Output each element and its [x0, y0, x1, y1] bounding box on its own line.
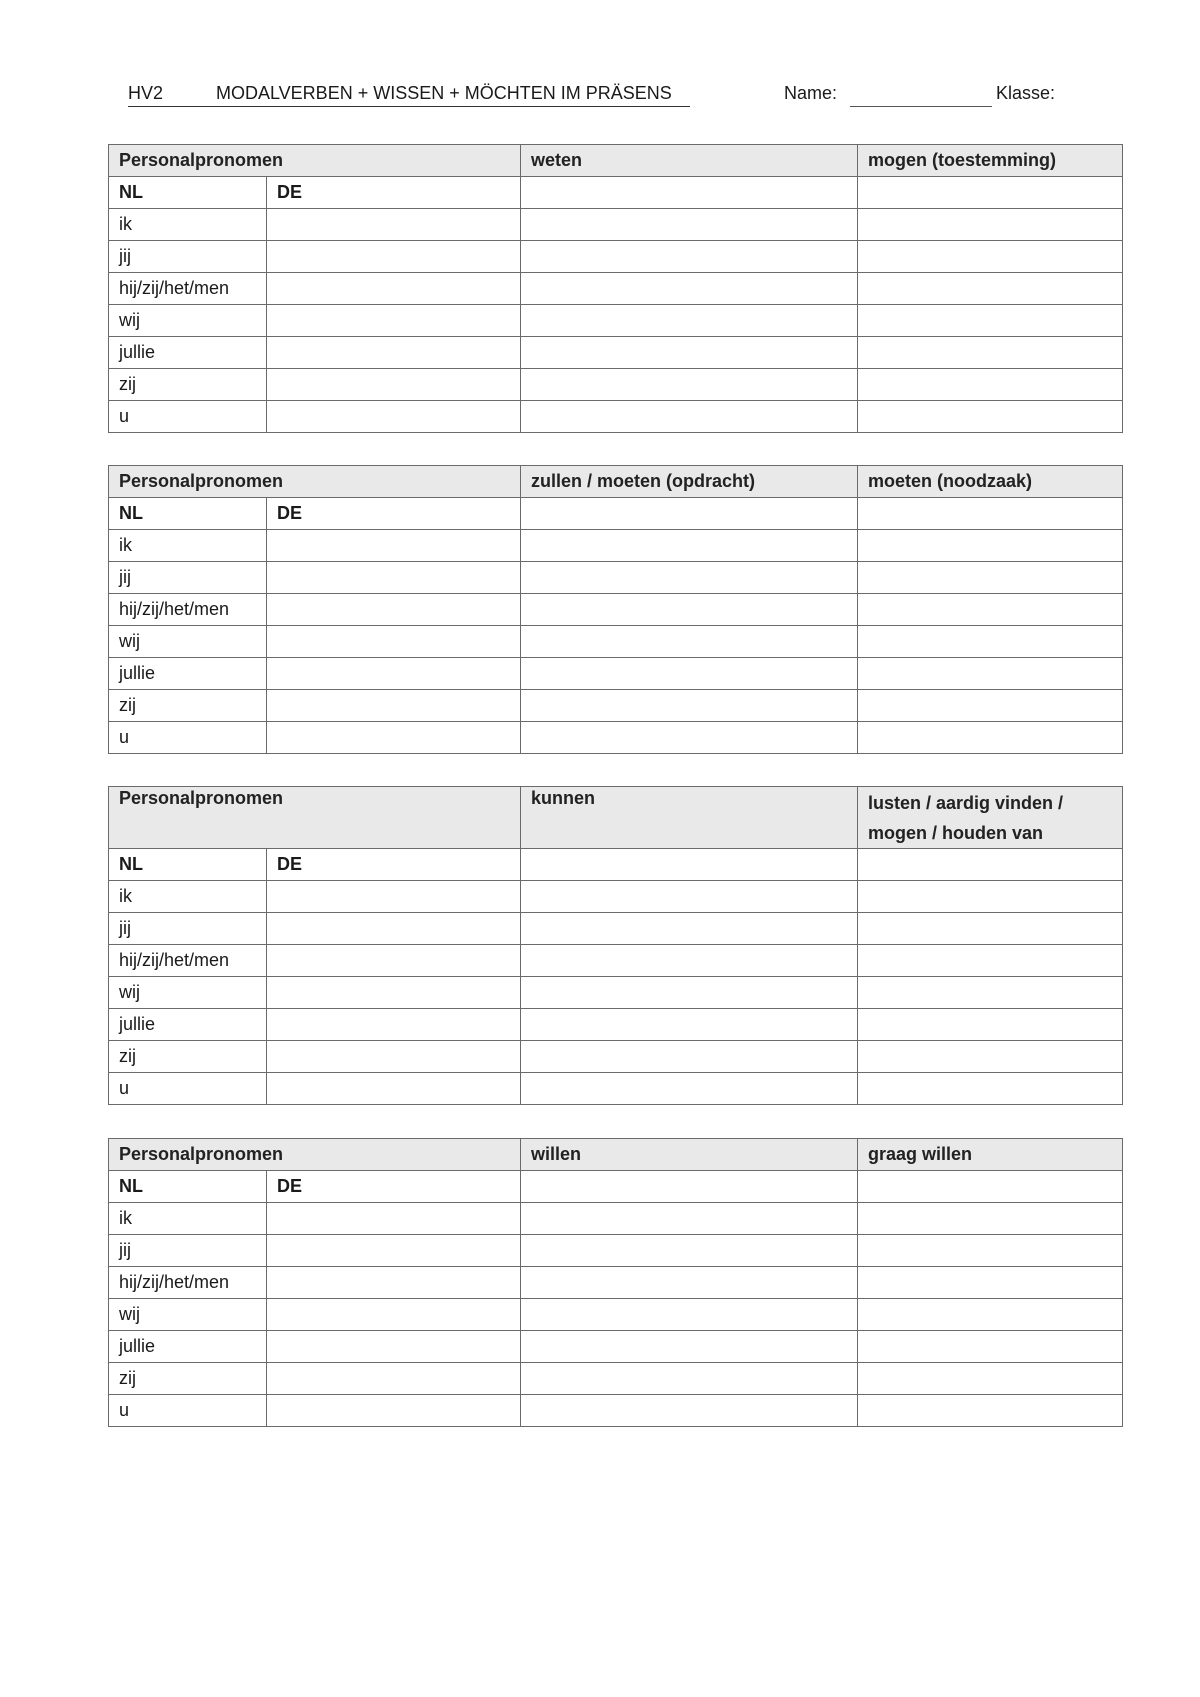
pronoun-nl: ik — [109, 1203, 267, 1235]
header-verb-2: lusten / aardig vinden / mogen / houden van — [858, 787, 1123, 849]
answer-input[interactable] — [858, 370, 1122, 399]
pronoun-de-input[interactable] — [267, 1042, 520, 1071]
answer-cell[interactable] — [521, 562, 858, 594]
pronoun-de-input[interactable] — [267, 627, 520, 656]
answer-input[interactable] — [858, 1204, 1122, 1233]
answer-input[interactable] — [521, 595, 857, 624]
answer-cell[interactable] — [521, 1009, 858, 1041]
pronoun-nl: u — [109, 1073, 267, 1105]
answer-cell[interactable] — [521, 913, 858, 945]
pronoun-de-input[interactable] — [267, 691, 520, 720]
answer-cell[interactable] — [521, 177, 858, 209]
answer-cell[interactable] — [858, 1363, 1123, 1395]
worksheet-title: MODALVERBEN + WISSEN + MÖCHTEN IM PRÄSENS — [216, 83, 672, 103]
answer-cell[interactable] — [521, 945, 858, 977]
answer-cell[interactable] — [858, 177, 1123, 209]
pronoun-nl: ik — [109, 881, 267, 913]
answer-input[interactable] — [858, 402, 1122, 431]
answer-input[interactable] — [858, 1332, 1122, 1361]
nl-label: NL — [109, 849, 267, 881]
answer-input[interactable] — [521, 1172, 857, 1201]
pronoun-de-cell[interactable] — [267, 305, 521, 337]
pronoun-de-cell[interactable] — [267, 1299, 521, 1331]
answer-input[interactable] — [521, 242, 857, 271]
answer-cell[interactable] — [858, 1009, 1123, 1041]
answer-input[interactable] — [521, 402, 857, 431]
header-verb-1: weten — [521, 145, 858, 177]
answer-input[interactable] — [521, 1042, 857, 1071]
answer-input[interactable] — [521, 306, 857, 335]
table-subheader-row — [109, 1171, 1123, 1203]
answer-cell[interactable] — [858, 369, 1123, 401]
answer-cell[interactable] — [521, 369, 858, 401]
answer-input[interactable] — [521, 1396, 857, 1425]
answer-cell[interactable] — [521, 626, 858, 658]
pronoun-de-cell[interactable] — [267, 1073, 521, 1105]
answer-input[interactable] — [858, 978, 1122, 1007]
answer-input[interactable] — [521, 978, 857, 1007]
nl-label: NL — [109, 177, 267, 209]
pronoun-de-input[interactable] — [267, 882, 520, 911]
pronoun-de-cell[interactable] — [267, 1041, 521, 1073]
answer-cell[interactable] — [858, 945, 1123, 977]
answer-cell[interactable] — [858, 562, 1123, 594]
pronoun-de-input[interactable] — [267, 338, 520, 367]
answer-input[interactable] — [521, 627, 857, 656]
answer-input[interactable] — [858, 242, 1122, 271]
conjugation-table-zullen-moeten — [108, 465, 1123, 754]
pronoun-de-input[interactable] — [267, 402, 520, 431]
pronoun-nl: wij — [109, 977, 267, 1009]
answer-input[interactable] — [521, 210, 857, 239]
pronoun-de-input[interactable] — [267, 723, 520, 752]
answer-input[interactable] — [521, 338, 857, 367]
answer-input[interactable] — [521, 691, 857, 720]
answer-input[interactable] — [858, 1300, 1122, 1329]
pronoun-nl: hij/zij/het/men — [109, 273, 267, 305]
table-row — [109, 1041, 1123, 1073]
pronoun-de-cell[interactable] — [267, 369, 521, 401]
pronoun-nl: zij — [109, 369, 267, 401]
pronoun-nl: hij/zij/het/men — [109, 594, 267, 626]
pronoun-de-input[interactable] — [267, 914, 520, 943]
answer-cell[interactable] — [521, 1203, 858, 1235]
answer-input[interactable] — [521, 1268, 857, 1297]
answer-cell[interactable] — [521, 1171, 858, 1203]
answer-input[interactable] — [521, 1332, 857, 1361]
pronoun-de-cell[interactable] — [267, 977, 521, 1009]
pronoun-nl: wij — [109, 305, 267, 337]
pronoun-de-input[interactable] — [267, 1074, 520, 1103]
answer-input[interactable] — [521, 1236, 857, 1265]
answer-input[interactable] — [858, 691, 1122, 720]
answer-cell[interactable] — [858, 241, 1123, 273]
answer-cell[interactable] — [521, 401, 858, 433]
pronoun-de-input[interactable] — [267, 306, 520, 335]
conjugation-table-weten-mogen — [108, 144, 1123, 433]
pronoun-de-cell[interactable] — [267, 722, 521, 754]
answer-cell[interactable] — [521, 1299, 858, 1331]
table-row — [109, 273, 1123, 305]
answer-cell[interactable] — [858, 1299, 1123, 1331]
class-code: HV2 — [128, 83, 164, 103]
answer-input[interactable] — [858, 1010, 1122, 1039]
table-row — [109, 562, 1123, 594]
nl-label: NL — [109, 1171, 267, 1203]
table-header-row — [109, 787, 1123, 849]
table-header-row — [109, 466, 1123, 498]
table-row — [109, 594, 1123, 626]
answer-cell[interactable] — [858, 881, 1123, 913]
table-row — [109, 1073, 1123, 1105]
pronoun-nl: jij — [109, 1235, 267, 1267]
de-label: DE — [267, 498, 521, 530]
answer-cell[interactable] — [521, 658, 858, 690]
answer-input[interactable] — [521, 370, 857, 399]
title-underline — [128, 106, 690, 107]
answer-input[interactable] — [521, 499, 857, 528]
pronoun-nl: jullie — [109, 1009, 267, 1041]
answer-input[interactable] — [858, 659, 1122, 688]
table-row — [109, 881, 1123, 913]
name-line — [850, 106, 992, 107]
answer-cell[interactable] — [858, 530, 1123, 562]
conjugation-table-willen — [108, 1138, 1123, 1427]
pronoun-nl: jullie — [109, 1331, 267, 1363]
pronoun-de-cell[interactable] — [267, 658, 521, 690]
pronoun-de-cell[interactable] — [267, 1009, 521, 1041]
pronoun-de-input[interactable] — [267, 1364, 520, 1393]
answer-cell[interactable] — [858, 1395, 1123, 1427]
table-row — [109, 722, 1123, 754]
answer-cell[interactable] — [858, 722, 1123, 754]
worksheet-header — [128, 83, 1062, 111]
nl-label: NL — [109, 498, 267, 530]
pronoun-nl: jullie — [109, 658, 267, 690]
header-verb-2: moeten (noodzaak) — [858, 466, 1123, 498]
answer-cell[interactable] — [521, 530, 858, 562]
table-row — [109, 913, 1123, 945]
pronoun-de-input[interactable] — [267, 1268, 520, 1297]
answer-input[interactable] — [521, 1364, 857, 1393]
pronoun-de-input[interactable] — [267, 210, 520, 239]
table-row — [109, 690, 1123, 722]
pronoun-de-cell[interactable] — [267, 1235, 521, 1267]
table-row — [109, 1267, 1123, 1299]
pronoun-de-cell[interactable] — [267, 273, 521, 305]
answer-input[interactable] — [521, 1010, 857, 1039]
table-row — [109, 1395, 1123, 1427]
pronoun-de-cell[interactable] — [267, 1395, 521, 1427]
answer-cell[interactable] — [858, 626, 1123, 658]
header-verb-2: mogen (toestemming) — [858, 145, 1123, 177]
header-verb-1: zullen / moeten (opdracht) — [521, 466, 858, 498]
answer-cell[interactable] — [521, 977, 858, 1009]
table-row — [109, 658, 1123, 690]
pronoun-de-cell[interactable] — [267, 945, 521, 977]
pronoun-de-input[interactable] — [267, 242, 520, 271]
answer-cell[interactable] — [858, 1171, 1123, 1203]
answer-cell[interactable] — [521, 498, 858, 530]
answer-input[interactable] — [521, 914, 857, 943]
pronoun-nl: jij — [109, 241, 267, 273]
table-row — [109, 1299, 1123, 1331]
header-verb-1: kunnen — [521, 787, 858, 849]
answer-input[interactable] — [858, 306, 1122, 335]
pronoun-nl: wij — [109, 1299, 267, 1331]
pronoun-nl: jij — [109, 562, 267, 594]
answer-cell[interactable] — [521, 337, 858, 369]
pronoun-de-cell[interactable] — [267, 1363, 521, 1395]
pronoun-de-cell[interactable] — [267, 562, 521, 594]
de-label: DE — [267, 177, 521, 209]
table-row — [109, 241, 1123, 273]
pronoun-de-cell[interactable] — [267, 1267, 521, 1299]
answer-input[interactable] — [521, 274, 857, 303]
answer-cell[interactable] — [521, 881, 858, 913]
answer-cell[interactable] — [521, 209, 858, 241]
answer-input[interactable] — [858, 914, 1122, 943]
pronoun-de-input[interactable] — [267, 1396, 520, 1425]
answer-cell[interactable] — [521, 1395, 858, 1427]
table-row — [109, 1009, 1123, 1041]
answer-input[interactable] — [521, 1204, 857, 1233]
answer-input[interactable] — [858, 178, 1122, 207]
pronoun-de-cell[interactable] — [267, 337, 521, 369]
answer-input[interactable] — [858, 338, 1122, 367]
answer-input[interactable] — [858, 882, 1122, 911]
table-row — [109, 401, 1123, 433]
answer-input[interactable] — [858, 627, 1122, 656]
answer-input[interactable] — [858, 1172, 1122, 1201]
answer-cell[interactable] — [521, 690, 858, 722]
header-personalpronomen: Personalpronomen — [109, 466, 521, 498]
answer-cell[interactable] — [858, 498, 1123, 530]
answer-cell[interactable] — [521, 1331, 858, 1363]
answer-cell[interactable] — [521, 273, 858, 305]
conjugation-table-kunnen-lusten — [108, 786, 1123, 1105]
answer-input[interactable] — [521, 1300, 857, 1329]
answer-input[interactable] — [858, 850, 1122, 879]
answer-cell[interactable] — [521, 1073, 858, 1105]
answer-cell[interactable] — [521, 1267, 858, 1299]
answer-cell[interactable] — [521, 241, 858, 273]
table-row — [109, 305, 1123, 337]
answer-input[interactable] — [858, 1364, 1122, 1393]
table-subheader-row — [109, 498, 1123, 530]
answer-input[interactable] — [858, 531, 1122, 560]
table-row — [109, 369, 1123, 401]
table-row — [109, 1363, 1123, 1395]
pronoun-de-input[interactable] — [267, 595, 520, 624]
answer-cell[interactable] — [858, 1235, 1123, 1267]
pronoun-nl: wij — [109, 626, 267, 658]
table-row — [109, 1235, 1123, 1267]
table-header-row — [109, 1139, 1123, 1171]
answer-input[interactable] — [521, 659, 857, 688]
answer-input[interactable] — [858, 595, 1122, 624]
header-verb-2: graag willen — [858, 1139, 1123, 1171]
answer-input[interactable] — [858, 1074, 1122, 1103]
name-label: Name: — [784, 83, 838, 103]
answer-cell[interactable] — [521, 849, 858, 881]
answer-cell[interactable] — [858, 337, 1123, 369]
answer-input[interactable] — [858, 946, 1122, 975]
answer-cell[interactable] — [858, 1203, 1123, 1235]
pronoun-de-cell[interactable] — [267, 401, 521, 433]
pronoun-de-cell[interactable] — [267, 530, 521, 562]
pronoun-de-cell[interactable] — [267, 881, 521, 913]
answer-input[interactable] — [858, 274, 1122, 303]
pronoun-nl: ik — [109, 209, 267, 241]
pronoun-de-cell[interactable] — [267, 1331, 521, 1363]
pronoun-nl: hij/zij/het/men — [109, 1267, 267, 1299]
answer-input[interactable] — [521, 850, 857, 879]
answer-cell[interactable] — [521, 594, 858, 626]
pronoun-nl: zij — [109, 1041, 267, 1073]
pronoun-de-input[interactable] — [267, 978, 520, 1007]
answer-input[interactable] — [521, 563, 857, 592]
header-personalpronomen: Personalpronomen — [109, 145, 521, 177]
de-label: DE — [267, 1171, 521, 1203]
answer-cell[interactable] — [858, 401, 1123, 433]
table-header-row — [109, 145, 1123, 177]
answer-input[interactable] — [858, 1236, 1122, 1265]
header-personalpronomen: Personalpronomen — [109, 1139, 521, 1171]
pronoun-nl: u — [109, 401, 267, 433]
class-label: Klasse: — [996, 83, 1056, 103]
answer-input[interactable] — [858, 499, 1122, 528]
de-label: DE — [267, 849, 521, 881]
pronoun-de-input[interactable] — [267, 1332, 520, 1361]
table-row — [109, 977, 1123, 1009]
pronoun-de-cell[interactable] — [267, 913, 521, 945]
pronoun-nl: hij/zij/het/men — [109, 945, 267, 977]
pronoun-de-input[interactable] — [267, 1236, 520, 1265]
pronoun-de-input[interactable] — [267, 531, 520, 560]
answer-cell[interactable] — [521, 1041, 858, 1073]
table-row — [109, 626, 1123, 658]
table-row — [109, 337, 1123, 369]
table-row — [109, 209, 1123, 241]
answer-cell[interactable] — [521, 722, 858, 754]
answer-cell[interactable] — [858, 849, 1123, 881]
answer-cell[interactable] — [858, 977, 1123, 1009]
answer-input[interactable] — [521, 946, 857, 975]
pronoun-de-input[interactable] — [267, 563, 520, 592]
answer-input[interactable] — [858, 723, 1122, 752]
answer-input[interactable] — [858, 1396, 1122, 1425]
answer-cell[interactable] — [858, 1041, 1123, 1073]
pronoun-nl: jullie — [109, 337, 267, 369]
pronoun-de-cell[interactable] — [267, 626, 521, 658]
header-verb-1: willen — [521, 1139, 858, 1171]
answer-input[interactable] — [858, 210, 1122, 239]
pronoun-de-input[interactable] — [267, 1300, 520, 1329]
answer-input[interactable] — [521, 723, 857, 752]
answer-input[interactable] — [858, 1268, 1122, 1297]
answer-cell[interactable] — [858, 913, 1123, 945]
pronoun-de-input[interactable] — [267, 946, 520, 975]
answer-cell[interactable] — [521, 1235, 858, 1267]
pronoun-nl: u — [109, 1395, 267, 1427]
answer-cell[interactable] — [858, 594, 1123, 626]
answer-cell[interactable] — [521, 1363, 858, 1395]
table-row — [109, 945, 1123, 977]
answer-input[interactable] — [858, 563, 1122, 592]
pronoun-nl: zij — [109, 690, 267, 722]
answer-cell[interactable] — [858, 690, 1123, 722]
pronoun-de-cell[interactable] — [267, 690, 521, 722]
table-subheader-row — [109, 849, 1123, 881]
answer-cell[interactable] — [521, 305, 858, 337]
header-personalpronomen: Personalpronomen — [109, 787, 521, 849]
answer-input[interactable] — [521, 531, 857, 560]
answer-cell[interactable] — [858, 209, 1123, 241]
answer-input[interactable] — [858, 1042, 1122, 1071]
pronoun-de-input[interactable] — [267, 1204, 520, 1233]
table-row — [109, 1203, 1123, 1235]
pronoun-de-input[interactable] — [267, 274, 520, 303]
answer-cell[interactable] — [858, 1331, 1123, 1363]
table-row — [109, 530, 1123, 562]
table-subheader-row — [109, 177, 1123, 209]
pronoun-nl: u — [109, 722, 267, 754]
answer-cell[interactable] — [858, 658, 1123, 690]
pronoun-nl: zij — [109, 1363, 267, 1395]
pronoun-nl: ik — [109, 530, 267, 562]
answer-cell[interactable] — [858, 1073, 1123, 1105]
pronoun-de-input[interactable] — [267, 1010, 520, 1039]
answer-input[interactable] — [521, 882, 857, 911]
answer-cell[interactable] — [858, 305, 1123, 337]
pronoun-de-cell[interactable] — [267, 1203, 521, 1235]
pronoun-de-cell[interactable] — [267, 209, 521, 241]
pronoun-de-input[interactable] — [267, 370, 520, 399]
table-row — [109, 1331, 1123, 1363]
answer-input[interactable] — [521, 1074, 857, 1103]
answer-input[interactable] — [521, 178, 857, 207]
pronoun-nl: jij — [109, 913, 267, 945]
answer-cell[interactable] — [858, 1267, 1123, 1299]
pronoun-de-input[interactable] — [267, 659, 520, 688]
answer-cell[interactable] — [858, 273, 1123, 305]
pronoun-de-cell[interactable] — [267, 241, 521, 273]
pronoun-de-cell[interactable] — [267, 594, 521, 626]
